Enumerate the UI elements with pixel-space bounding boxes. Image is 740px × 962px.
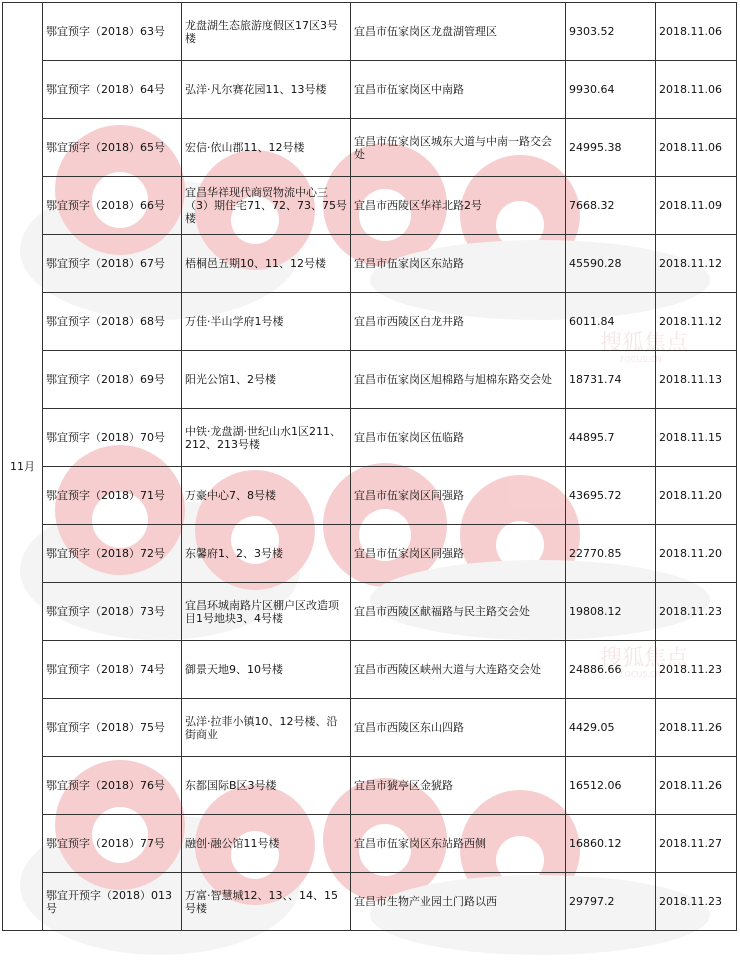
watermark-brand-text-1: 搜狐焦点: [600, 331, 689, 356]
location-cell: 宜昌市猇亭区金猇路: [351, 757, 566, 815]
table-row: [3, 467, 737, 525]
project-name-cell: 万豪中心7、8号楼: [182, 467, 351, 525]
project-name-cell: 中铁·龙盘湖·世纪山水1区211、212、213号楼: [182, 409, 351, 467]
date-cell: 2018.11.12: [656, 235, 737, 293]
area-cell: 16512.06: [566, 757, 656, 815]
permit-number-cell: 鄂宜开预字（2018）013号: [43, 873, 182, 931]
location-cell: 宜昌市伍家岗区同强路: [351, 525, 566, 583]
area-cell: 9303.52: [566, 3, 656, 61]
location-cell: 宜昌市西陵区东山四路: [351, 699, 566, 757]
area-cell: 43695.72: [566, 467, 656, 525]
table-row: [3, 119, 737, 177]
location-cell: 宜昌市伍家岗区伍临路: [351, 409, 566, 467]
permit-number-cell: 鄂宜预字（2018）76号: [43, 757, 182, 815]
date-cell: 2018.11.12: [656, 293, 737, 351]
project-name-cell: 弘洋·凡尔赛花园11、13号楼: [182, 61, 351, 119]
date-cell: 2018.11.20: [656, 525, 737, 583]
location-cell: 宜昌市伍家岗区中南路: [351, 61, 566, 119]
project-name-cell: 梧桐邑五期10、11、12号楼: [182, 235, 351, 293]
area-cell: 24886.66: [566, 641, 656, 699]
project-name-cell: 龙盘湖生态旅游度假区17区3号楼: [182, 3, 351, 61]
project-name-cell: 宜昌环城南路片区棚户区改造项目1号地块3、4号楼: [182, 583, 351, 641]
date-cell: 2018.11.13: [656, 351, 737, 409]
permit-number-cell: 鄂宜预字（2018）74号: [43, 641, 182, 699]
table-row: [3, 177, 737, 235]
permit-number-cell: 鄂宜预字（2018）71号: [43, 467, 182, 525]
table-row: [3, 525, 737, 583]
date-cell: 2018.11.26: [656, 757, 737, 815]
date-cell: 2018.11.09: [656, 177, 737, 235]
location-cell: 宜昌市生物产业园土门路以西: [351, 873, 566, 931]
permit-number-cell: 鄂宜预字（2018）72号: [43, 525, 182, 583]
table-row: [3, 235, 737, 293]
date-cell: 2018.11.06: [656, 61, 737, 119]
project-name-cell: 宏信·依山郡11、12号楼: [182, 119, 351, 177]
table-row: [3, 409, 737, 467]
watermark-brand-text-2: 搜狐焦点: [600, 646, 689, 671]
watermark-url-text-2: FOCUS.CN: [620, 670, 662, 679]
permit-number-cell: 鄂宜预字（2018）66号: [43, 177, 182, 235]
permit-number-cell: 鄂宜预字（2018）69号: [43, 351, 182, 409]
area-cell: 24995.38: [566, 119, 656, 177]
location-cell: 宜昌市西陵区华祥北路2号: [351, 177, 566, 235]
permit-number-cell: 鄂宜预字（2018）75号: [43, 699, 182, 757]
date-cell: 2018.11.06: [656, 119, 737, 177]
location-cell: 宜昌市伍家岗区龙盘湖管理区: [351, 3, 566, 61]
location-cell: 宜昌市伍家岗区同强路: [351, 467, 566, 525]
area-cell: 44895.7: [566, 409, 656, 467]
table-row: [3, 815, 737, 873]
permit-number-cell: 鄂宜预字（2018）64号: [43, 61, 182, 119]
project-name-cell: 万佳·半山学府1号楼: [182, 293, 351, 351]
table-row: [3, 641, 737, 699]
project-name-cell: 弘洋·拉菲小镇10、12号楼、沿街商业: [182, 699, 351, 757]
project-name-cell: 东馨府1、2、3号楼: [182, 525, 351, 583]
project-name-cell: 御景天地9、10号楼: [182, 641, 351, 699]
permit-number-cell: 鄂宜预字（2018）67号: [43, 235, 182, 293]
project-name-cell: 宜昌华祥现代商贸物流中心三（3）期住宅71、72、73、75号楼: [182, 177, 351, 235]
month-cell: 11月: [3, 3, 43, 931]
area-cell: 19808.12: [566, 583, 656, 641]
area-cell: 16860.12: [566, 815, 656, 873]
project-name-cell: 阳光公馆1、2号楼: [182, 351, 351, 409]
area-cell: 9930.64: [566, 61, 656, 119]
date-cell: 2018.11.27: [656, 815, 737, 873]
location-cell: 宜昌市伍家岗区旭棉路与旭棉东路交会处: [351, 351, 566, 409]
table-row: [3, 61, 737, 119]
location-cell: 宜昌市西陵区峡州大道与大连路交会处: [351, 641, 566, 699]
project-name-cell: 万富·智慧城12、13、、14、15号楼: [182, 873, 351, 931]
location-cell: 宜昌市西陵区白龙井路: [351, 293, 566, 351]
permit-number-cell: 鄂宜预字（2018）70号: [43, 409, 182, 467]
area-cell: 29797.2: [566, 873, 656, 931]
permit-number-cell: 鄂宜预字（2018）77号: [43, 815, 182, 873]
table-row: [3, 873, 737, 931]
table-row: [3, 293, 737, 351]
permit-number-cell: 鄂宜预字（2018）65号: [43, 119, 182, 177]
date-cell: 2018.11.23: [656, 583, 737, 641]
permit-number-cell: 鄂宜预字（2018）63号: [43, 3, 182, 61]
table-row: [3, 699, 737, 757]
table-row: [3, 351, 737, 409]
table-row: [3, 757, 737, 815]
date-cell: 2018.11.23: [656, 873, 737, 931]
location-cell: 宜昌市西陵区献福路与民主路交会处: [351, 583, 566, 641]
area-cell: 18731.74: [566, 351, 656, 409]
table-row: [3, 3, 737, 61]
location-cell: 宜昌市伍家岗区城东大道与中南一路交会处: [351, 119, 566, 177]
date-cell: 2018.11.23: [656, 641, 737, 699]
date-cell: 2018.11.15: [656, 409, 737, 467]
table-row: [3, 583, 737, 641]
area-cell: 45590.28: [566, 235, 656, 293]
area-cell: 6011.84: [566, 293, 656, 351]
area-cell: 7668.32: [566, 177, 656, 235]
location-cell: 宜昌市伍家岗区东站路西侧: [351, 815, 566, 873]
watermark-url-text-1: FOCUS.CN: [620, 355, 662, 364]
date-cell: 2018.11.06: [656, 3, 737, 61]
area-cell: 4429.05: [566, 699, 656, 757]
permit-number-cell: 鄂宜预字（2018）73号: [43, 583, 182, 641]
project-name-cell: 东都国际B区3号楼: [182, 757, 351, 815]
date-cell: 2018.11.26: [656, 699, 737, 757]
permit-number-cell: 鄂宜预字（2018）68号: [43, 293, 182, 351]
presale-permit-table: [2, 2, 737, 931]
area-cell: 22770.85: [566, 525, 656, 583]
date-cell: 2018.11.20: [656, 467, 737, 525]
location-cell: 宜昌市伍家岗区东站路: [351, 235, 566, 293]
table-body: [3, 3, 737, 931]
project-name-cell: 融创·融公馆11号楼: [182, 815, 351, 873]
